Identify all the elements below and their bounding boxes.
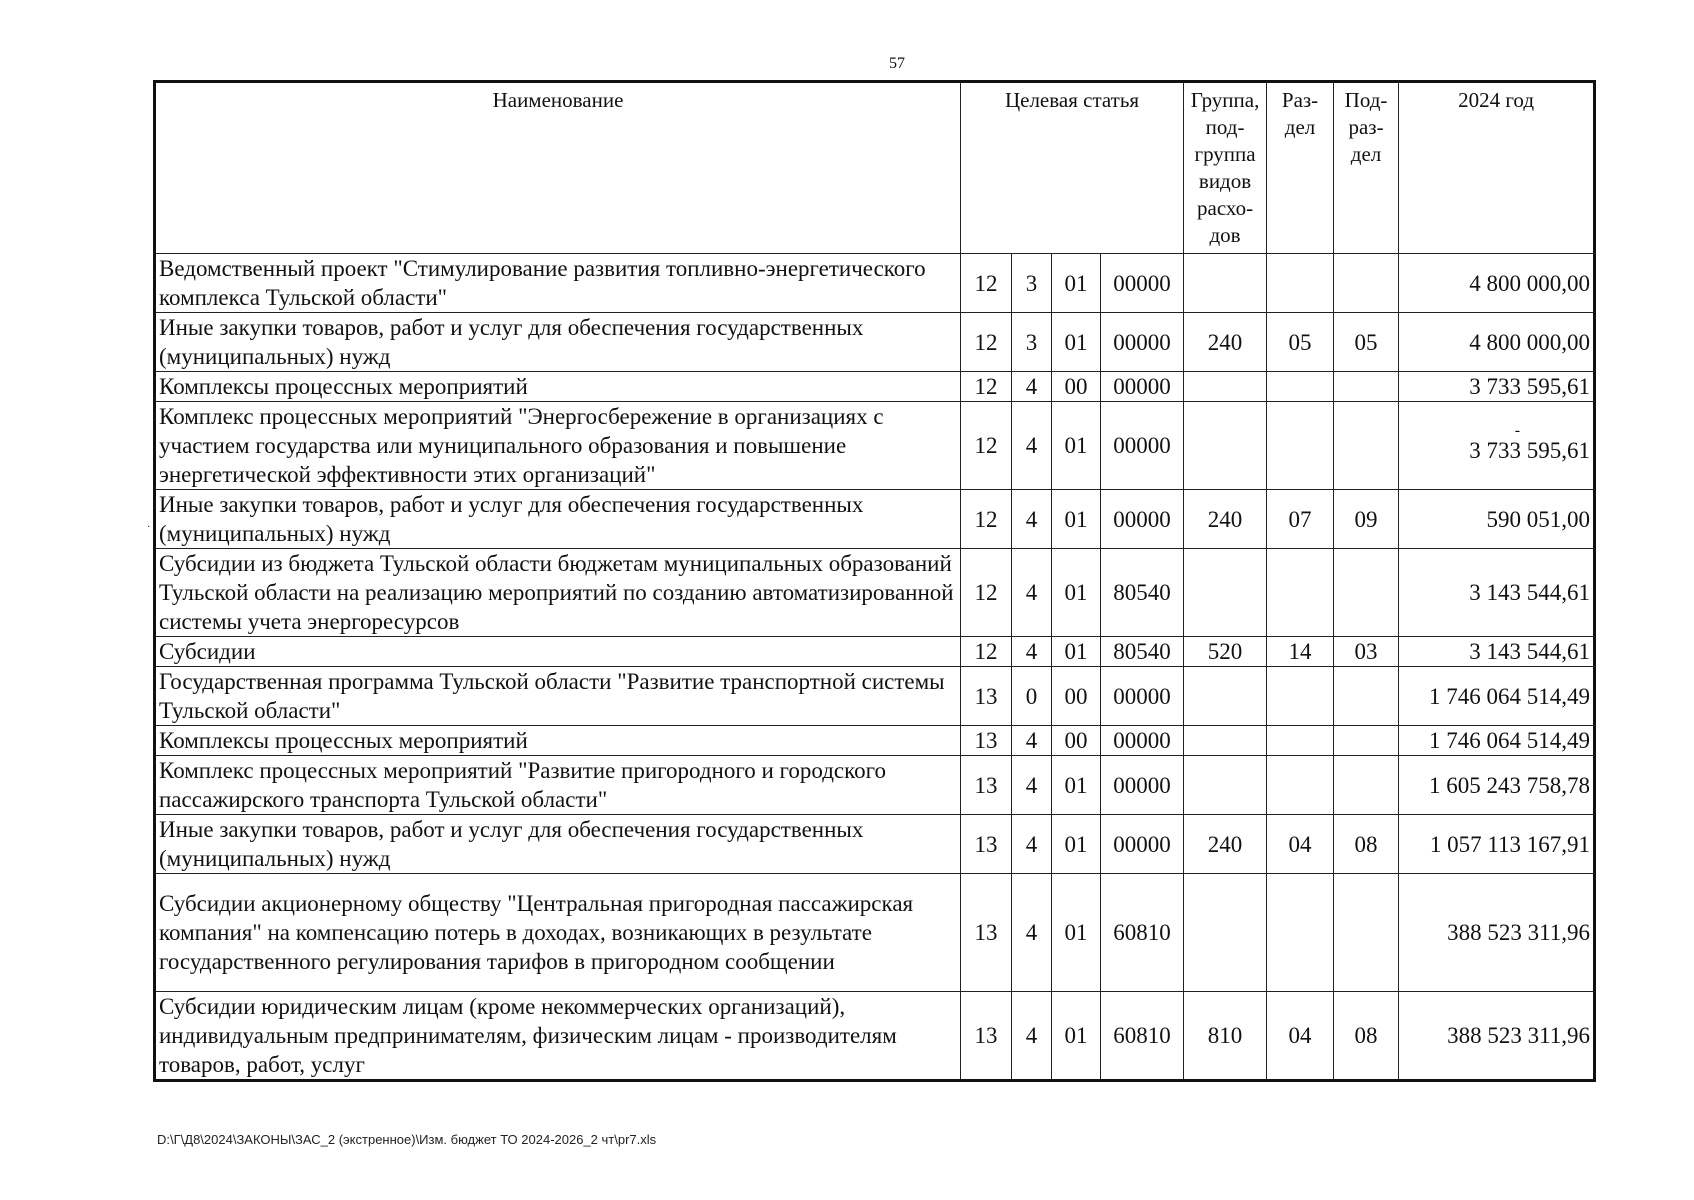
- table-row: [155, 372, 1595, 402]
- amount-2024: 3 143 544,61: [1399, 637, 1595, 667]
- event-code: 01: [1052, 490, 1101, 549]
- direction-code: 80540: [1101, 549, 1184, 637]
- expense-group: [1184, 667, 1267, 726]
- amount-2024: 1 605 243 758,78: [1399, 756, 1595, 815]
- table-row: [155, 874, 1595, 992]
- table-row: [155, 815, 1595, 874]
- section-code: [1267, 726, 1334, 756]
- subsection-code: 08: [1334, 992, 1399, 1081]
- subsection-code: 09: [1334, 490, 1399, 549]
- subprogram-code: 0: [1012, 667, 1052, 726]
- amount-2024: 388 523 311,96: [1399, 992, 1595, 1081]
- direction-code: 60810: [1101, 992, 1184, 1081]
- subsection-code: [1334, 254, 1399, 313]
- expense-group: 240: [1184, 490, 1267, 549]
- row-name: Субсидии акционерному обществу "Центральная пригородная пассажирская компания" на компенсацию потерь в доходах, возникающих в результате государственного регулирования тарифов в пригородном сообщении: [155, 874, 961, 992]
- header-name: Наименование: [155, 82, 961, 254]
- direction-code: 60810: [1101, 874, 1184, 992]
- expense-group: 240: [1184, 815, 1267, 874]
- subsection-code: 08: [1334, 815, 1399, 874]
- amount-2024: 590 051,00: [1399, 490, 1595, 549]
- event-code: 01: [1052, 402, 1101, 490]
- table-row: [155, 726, 1595, 756]
- subsection-code: [1334, 874, 1399, 992]
- table-header-row: [155, 82, 1595, 254]
- event-code: 01: [1052, 815, 1101, 874]
- amount-2024: 388 523 311,96: [1399, 874, 1595, 992]
- program-code: 13: [961, 726, 1012, 756]
- program-code: 13: [961, 756, 1012, 815]
- table-row: [155, 254, 1595, 313]
- program-code: 13: [961, 667, 1012, 726]
- section-code: [1267, 756, 1334, 815]
- amount-value: 3 733 595,61: [1469, 438, 1591, 463]
- program-code: 13: [961, 992, 1012, 1081]
- row-name: Государственная программа Тульской области "Развитие транспортной системы Тульской области": [155, 667, 961, 726]
- program-code: 12: [961, 549, 1012, 637]
- direction-code: 00000: [1101, 372, 1184, 402]
- event-code: 01: [1052, 549, 1101, 637]
- subsection-code: [1334, 402, 1399, 490]
- stray-mark: ·: [147, 522, 151, 533]
- table-row: [155, 549, 1595, 637]
- amount-2024: 1 746 064 514,49: [1399, 726, 1595, 756]
- event-code: 00: [1052, 667, 1101, 726]
- expense-group: [1184, 402, 1267, 490]
- amount-2024: 3 143 544,61: [1399, 549, 1595, 637]
- section-code: [1267, 372, 1334, 402]
- amount-2024: 3 733 595,61: [1399, 372, 1595, 402]
- subprogram-code: 4: [1012, 815, 1052, 874]
- table-row: [155, 402, 1595, 490]
- expense-group: 520: [1184, 637, 1267, 667]
- row-name: Ведомственный проект "Стимулирование развития топливно-энергетического комплекса Тульской области": [155, 254, 961, 313]
- expense-group: [1184, 756, 1267, 815]
- event-code: 01: [1052, 992, 1101, 1081]
- page-number: 57: [889, 55, 905, 72]
- table-row: [155, 313, 1595, 372]
- expense-group: [1184, 254, 1267, 313]
- event-code: 01: [1052, 313, 1101, 372]
- subprogram-code: 4: [1012, 372, 1052, 402]
- event-code: 01: [1052, 254, 1101, 313]
- amount-2024: 4 800 000,00: [1399, 254, 1595, 313]
- budget-table: [153, 80, 1596, 1082]
- program-code: 12: [961, 402, 1012, 490]
- amount-2024: 4 800 000,00: [1399, 313, 1595, 372]
- event-code: 00: [1052, 372, 1101, 402]
- expense-group: [1184, 874, 1267, 992]
- direction-code: 00000: [1101, 756, 1184, 815]
- direction-code: 00000: [1101, 313, 1184, 372]
- header-subsection: Под-раз-дел: [1334, 82, 1399, 254]
- expense-group: 810: [1184, 992, 1267, 1081]
- section-code: [1267, 874, 1334, 992]
- subprogram-code: 4: [1012, 549, 1052, 637]
- direction-code: 80540: [1101, 637, 1184, 667]
- expense-group: [1184, 726, 1267, 756]
- subprogram-code: 4: [1012, 756, 1052, 815]
- subprogram-code: 4: [1012, 490, 1052, 549]
- direction-code: 00000: [1101, 667, 1184, 726]
- row-name: Субсидии: [155, 637, 961, 667]
- section-code: [1267, 254, 1334, 313]
- subprogram-code: 4: [1012, 637, 1052, 667]
- subprogram-code: 4: [1012, 726, 1052, 756]
- section-code: [1267, 549, 1334, 637]
- row-name: Комплекс процессных мероприятий "Энергосбережение в организациях с участием государства или муниципального образования и повышение энергетической эффективности этих организаций": [155, 402, 961, 490]
- row-name: Иные закупки товаров, работ и услуг для обеспечения государственных (муниципальных) нужд: [155, 490, 961, 549]
- header-section: Раз-дел: [1267, 82, 1334, 254]
- dash-mark: -: [1514, 422, 1521, 439]
- table-row: [155, 992, 1595, 1081]
- event-code: 00: [1052, 726, 1101, 756]
- program-code: 12: [961, 637, 1012, 667]
- direction-code: 00000: [1101, 726, 1184, 756]
- subprogram-code: 4: [1012, 992, 1052, 1081]
- section-code: 14: [1267, 637, 1334, 667]
- subsection-code: [1334, 726, 1399, 756]
- table-row: [155, 490, 1595, 549]
- amount-2024: [1399, 402, 1595, 490]
- program-code: 12: [961, 490, 1012, 549]
- subsection-code: [1334, 372, 1399, 402]
- row-name: Комплексы процессных мероприятий: [155, 372, 961, 402]
- row-name: Комплекс процессных мероприятий "Развитие пригородного и городского пассажирского транспорта Тульской области": [155, 756, 961, 815]
- amount-2024: 1 746 064 514,49: [1399, 667, 1595, 726]
- program-code: 13: [961, 815, 1012, 874]
- direction-code: 00000: [1101, 402, 1184, 490]
- program-code: 12: [961, 372, 1012, 402]
- direction-code: 00000: [1101, 815, 1184, 874]
- section-code: 07: [1267, 490, 1334, 549]
- row-name: Субсидии из бюджета Тульской области бюджетам муниципальных образований Тульской области на реализацию мероприятий по созданию автоматизированной системы учета энергоресурсов: [155, 549, 961, 637]
- row-name: Комплексы процессных мероприятий: [155, 726, 961, 756]
- row-name: Субсидии юридическим лицам (кроме некоммерческих организаций), индивидуальным предпринимателям, физическим лицам - производителям товаров, работ, услуг: [155, 992, 961, 1081]
- section-code: 04: [1267, 815, 1334, 874]
- header-group: Группа, под-группа видов расхо-дов: [1184, 82, 1267, 254]
- program-code: 13: [961, 874, 1012, 992]
- subprogram-code: 3: [1012, 313, 1052, 372]
- event-code: 01: [1052, 874, 1101, 992]
- header-year: 2024 год: [1399, 82, 1595, 254]
- expense-group: [1184, 372, 1267, 402]
- subsection-code: [1334, 667, 1399, 726]
- header-target-article: Целевая статья: [961, 82, 1184, 254]
- subprogram-code: 3: [1012, 254, 1052, 313]
- row-name: Иные закупки товаров, работ и услуг для обеспечения государственных (муниципальных) нужд: [155, 815, 961, 874]
- subsection-code: 03: [1334, 637, 1399, 667]
- program-code: 12: [961, 254, 1012, 313]
- file-path-footer: D:\Г\Д8\2024\ЗАКОНЫ\ЗАС_2 (экстренное)\Изм. бюджет ТО 2024-2026_2 чт\pr7.xls: [157, 1132, 657, 1147]
- section-code: [1267, 667, 1334, 726]
- section-code: 05: [1267, 313, 1334, 372]
- amount-2024: 1 057 113 167,91: [1399, 815, 1595, 874]
- expense-group: [1184, 549, 1267, 637]
- subsection-code: 05: [1334, 313, 1399, 372]
- program-code: 12: [961, 313, 1012, 372]
- direction-code: 00000: [1101, 254, 1184, 313]
- subprogram-code: 4: [1012, 402, 1052, 490]
- section-code: [1267, 402, 1334, 490]
- row-name: Иные закупки товаров, работ и услуг для обеспечения государственных (муниципальных) нужд: [155, 313, 961, 372]
- event-code: 01: [1052, 756, 1101, 815]
- section-code: 04: [1267, 992, 1334, 1081]
- subsection-code: [1334, 756, 1399, 815]
- table-row: [155, 667, 1595, 726]
- table-row: [155, 756, 1595, 815]
- subprogram-code: 4: [1012, 874, 1052, 992]
- subsection-code: [1334, 549, 1399, 637]
- expense-group: 240: [1184, 313, 1267, 372]
- direction-code: 00000: [1101, 490, 1184, 549]
- event-code: 01: [1052, 637, 1101, 667]
- table-row: [155, 637, 1595, 667]
